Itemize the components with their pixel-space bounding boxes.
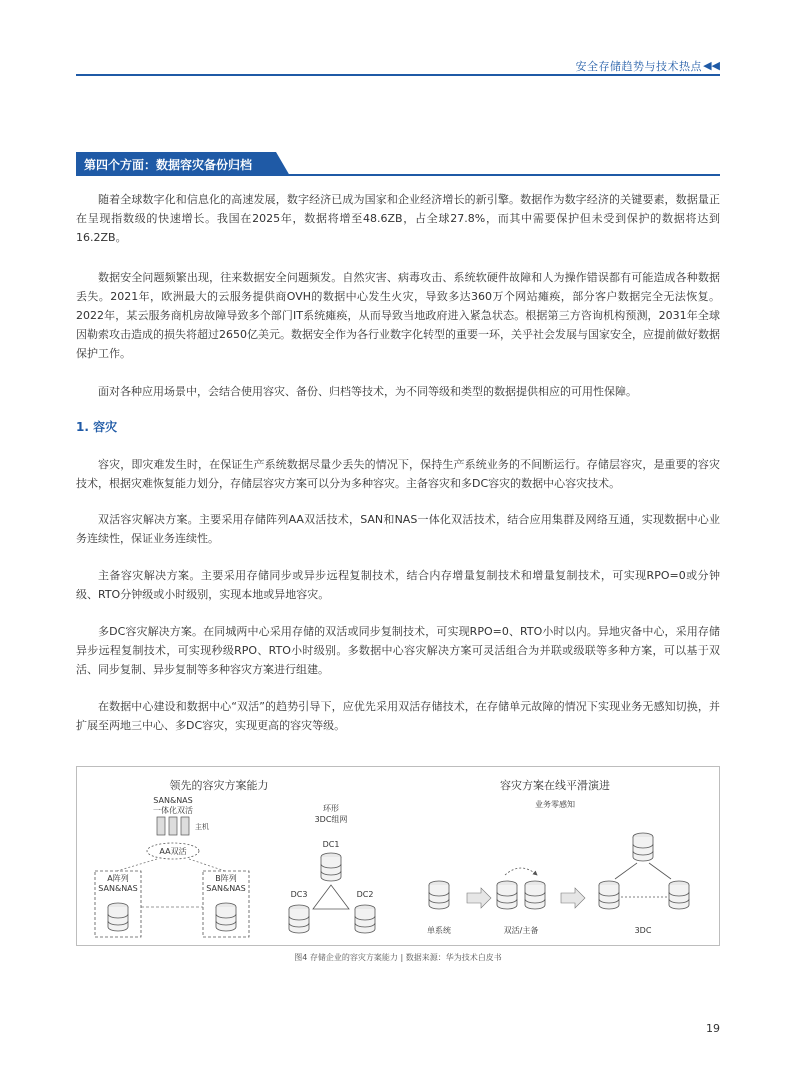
ring-triangle <box>313 885 349 909</box>
paragraph-8: 在数据中心建设和数据中心“双活”的趋势引导下，应优先采用双活存储技术，在存储单元故障的情况下实现业务无感知切换，并扩展至两地三中心、多DC容灾，实现更高的容灾等级。 <box>76 700 720 732</box>
paragraph-4: 容灾，即灾难发生时，在保证生产系统数据尽量少丢失的情况下，保持生产系统业务的不间断运行。存储层容灾，是重要的容灾技术，根据灾难恢复能力划分，存储层容灾方案可以分为多种容灾。主备容灾和多DC容灾的数据中心容灾技术。 <box>76 458 720 490</box>
banner-rule <box>76 174 720 176</box>
sync-arrow <box>505 868 537 875</box>
array-b-san-nas: SAN&NAS <box>206 884 246 893</box>
dr-figure <box>76 766 720 946</box>
left-title: 领先的容灾方案能力 <box>169 779 269 792</box>
storage-icon <box>497 881 517 909</box>
storage-icon <box>355 905 375 933</box>
aa-label: AA双活 <box>159 847 187 856</box>
dc2-label: DC2 <box>356 890 374 899</box>
storage-icon <box>599 881 619 909</box>
dc1-label: DC1 <box>322 840 340 849</box>
arrow-right-icon <box>561 888 585 908</box>
unified-aa-label: 一体化双活 <box>153 806 193 815</box>
host-label: 主机 <box>195 823 209 831</box>
link-right <box>189 859 225 871</box>
server-icon <box>157 817 189 835</box>
paragraph-2: 数据安全问题频繁出现，往来数据安全问题频发。自然灾害、病毒攻击、系统软硬件故障和人为操作错误都有可能造成各种数据丢失。2021年，欧洲最大的云服务提供商OVH的数据中心发生火灾，导致多达360万个网站瘫痪，部分客户数据完全无法恢复。2022年，某云服务商机房故障导致多个部门IT系统瘫痪，从而导致当地政府进入紧急状态。根据第三方咨询机构预测，2031年全球因勒索攻击造成的损失将超过2650亿美元。数据安全作为各行业数字化转型的重要一环，关乎社会发展与国家安全，应提前做好数据保护工作。 <box>76 271 720 360</box>
array-b-label: B阵列 <box>215 874 237 883</box>
dc-link <box>649 863 671 879</box>
3dc-net-label: 3DC组网 <box>314 815 348 824</box>
aa-backup-label: 双活/主备 <box>503 926 539 935</box>
dc-link <box>615 863 637 879</box>
storage-icon <box>633 833 653 861</box>
array-a-san-nas: SAN&NAS <box>98 884 138 893</box>
header-title: 安全存储趋势与技术热点 <box>575 60 702 73</box>
right-title: 容灾方案在线平滑演进 <box>500 779 610 792</box>
figure-caption: 图4 存储企业的容灾方案能力 | 数据来源：华为技术白皮书 <box>294 953 502 962</box>
paragraph-7: 多DC容灾解决方案。在同城两中心采用存储的双活或同步复制技术，可实现RPO=0、RTO小时以内。异地灾备中心，采用存储异步远程复制技术，可实现秒级RPO、RTO小时级别。多数据中心容灾解决方案可灵活组合为并联或级联等多种方案，可以基于双活、同步复制、异步复制等多种容灾方案进行组建。 <box>76 625 720 676</box>
arrow-right-icon <box>467 888 491 908</box>
paragraph-1: 随着全球数字化和信息化的高速发展，数字经济已成为国家和企业经济增长的新引擎。数据作为数字经济的关键要素，数据量正在呈现指数级的快速增长。我国在2025年，数据将增至48.6ZB，占全球27.8%，而其中需要保护但未受到保护的数据将达到16.2ZB。 <box>76 193 720 244</box>
link-left <box>117 859 157 871</box>
top-san-nas-label: SAN&NAS <box>153 796 193 805</box>
page-number: 19 <box>706 1022 720 1035</box>
storage-icon <box>216 903 236 931</box>
header-rule <box>76 74 720 76</box>
paragraph-3: 面对各种应用场景中，会结合使用容灾、备份、归档等技术，为不同等级和类型的数据提供相应的可用性保障。 <box>98 385 637 398</box>
dc3-label: DC3 <box>290 890 308 899</box>
storage-icon <box>429 881 449 909</box>
storage-icon <box>289 905 309 933</box>
ring-label: 环形 <box>323 804 339 813</box>
3dc-label: 3DC <box>634 926 652 935</box>
section-banner <box>76 152 720 176</box>
array-a-label: A阵列 <box>107 874 129 883</box>
paragraph-5: 双活容灾解决方案。主要采用存储阵列AA双活技术，SAN和NAS一体化双活技术，结合应用集群及网络互通，实现数据中心业务连续性，保证业务连续性。 <box>76 513 720 545</box>
double-arrow-left-icon: ◀◀ <box>703 59 720 72</box>
storage-icon <box>108 903 128 931</box>
dr-diagram <box>77 767 719 945</box>
subsection-heading: 1. 容灾 <box>76 420 118 434</box>
paragraph-6: 主备容灾解决方案。主要采用存储同步或异步远程复制技术，结合内存增量复制技术和增量复制技术，可实现RPO=0或分钟级、RTO分钟级或小时级别，实现本地或异地容灾。 <box>76 569 720 601</box>
single-system-label: 单系统 <box>427 926 451 935</box>
storage-icon <box>669 881 689 909</box>
zero-aware-label: 业务零感知 <box>535 800 575 809</box>
storage-icon <box>321 853 341 881</box>
page-header <box>76 56 720 76</box>
section-title: 第四个方面：数据容灾备份归档 <box>84 158 253 172</box>
storage-icon <box>525 881 545 909</box>
